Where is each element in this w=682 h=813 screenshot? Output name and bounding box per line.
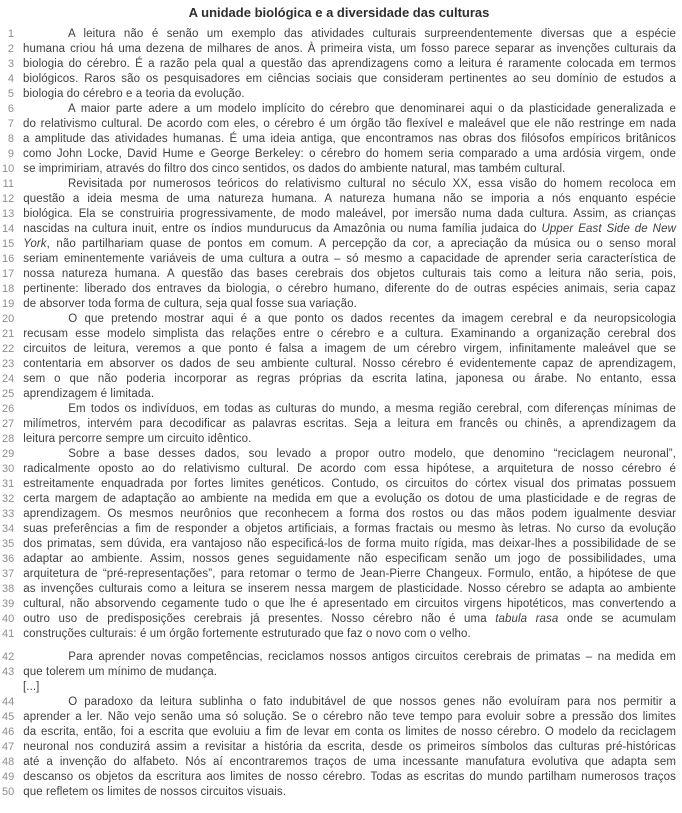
line-number: 26 <box>2 403 15 415</box>
text-line <box>2 552 676 567</box>
text-line <box>2 462 676 477</box>
line-text: aprender a ler. Não vejo senão uma só solução. Se o cérebro não teve tempo para evoluir sobre a pressão dos limites <box>23 711 676 723</box>
text-line <box>2 387 676 402</box>
line-number: 25 <box>2 388 15 400</box>
line-text: biológicos. Raros são os pesquisadores em ciências sociais que consideram pertinentes ao seu domínio de estudos a <box>23 73 676 85</box>
line-text: suas preferências a fim de responder a objetos artificiais, a formas fractais ou mesmo às letras. No curso da evolução <box>23 523 676 535</box>
text-line <box>2 612 676 627</box>
line-number: 43 <box>2 666 15 678</box>
line-number: 34 <box>2 523 15 535</box>
text-line <box>2 132 676 147</box>
text-line <box>2 710 676 725</box>
text-line <box>2 402 676 417</box>
excerpt-marker-line <box>2 680 676 695</box>
line-text: contentaria em absorver os dados de seu ambiente cultural. Nosso cérebro é evidentemente capaz de aprendizagem, <box>23 358 676 370</box>
line-number: 30 <box>2 463 15 475</box>
text-line <box>2 665 676 680</box>
line-text: circuitos de leitura, veremos a que ponto é falsa a imagem de um cérebro virgem, infinitamente maleável que se <box>23 343 676 355</box>
line-text: Para aprender novas competências, reciclamos nossos antigos circuitos cerebrais de primatas – na medida em <box>68 651 676 663</box>
line-text: O paradoxo da leitura sublinha o fato indubitável de que nossos genes não evoluíram para nos permitir a <box>68 696 676 708</box>
line-text: outro uso de predisposições cerebrais já presentes. Nosso cérebro não é uma tabula rasa onde se acumulam <box>23 613 676 625</box>
text-line <box>2 297 676 312</box>
line-number: 1 <box>7 28 14 40</box>
text-lines <box>2 27 676 800</box>
line-number: 44 <box>2 696 15 708</box>
text-line <box>2 222 676 237</box>
line-text: até a invenção do alfabeto. Nós aí encontraremos traços de uma incessante manufatura evolutiva que adapta sem <box>23 756 676 768</box>
line-text: sem o que não poderia incorporar as regras próprias da escrita latina, japonesa ou árabe. No entanto, essa <box>23 373 676 385</box>
line-number: 42 <box>2 651 15 663</box>
text-line <box>2 252 676 267</box>
line-text: biológica. Ela se construiria progressivamente, de modo maleável, por imersão numa dada cultura. Assim, as crianças <box>23 208 676 220</box>
line-number: 12 <box>2 193 15 205</box>
line-text: cultural, não absorvendo cegamente tudo o que lhe é apresentado em circuitos virgens hipotéticos, mas convertendo a <box>23 598 676 610</box>
text-line <box>2 372 676 387</box>
text-line <box>2 537 676 552</box>
line-text: se imprimiriam, através do filtro dos cinco sentidos, os dados do ambiente natural, mas também cultural. <box>23 163 566 175</box>
line-number: 38 <box>2 583 15 595</box>
text-line <box>2 582 676 597</box>
text-line <box>2 342 676 357</box>
line-text: as invenções culturais como a leitura se inserem nessa margem de plasticidade. Nosso cérebro se adapta ao ambiente <box>23 583 676 595</box>
line-number: 5 <box>7 88 14 100</box>
line-text: Revisitada por numerosos teóricos do relativismo cultural no século XX, essa visão do homem recoloca em <box>68 178 676 190</box>
line-text: questão a ideia mesma de uma natureza humana. A natureza humana não se imporia a nós enquanto espécie <box>23 193 676 205</box>
line-text: descanso os objetos da escritura aos limites de nosso cérebro. Todas as escritas do mundo partilham numerosos traços <box>23 771 676 783</box>
line-number: 9 <box>7 148 14 160</box>
text-line <box>2 177 676 192</box>
line-number: 7 <box>7 118 14 130</box>
line-text: aprendizagem. Os mesmos neurônios que reconhecem a forma dos rostos ou das mãos podem igualmente desviar <box>23 508 676 520</box>
text-line <box>2 770 676 785</box>
line-number: 17 <box>2 268 15 280</box>
line-text: adaptar ao ambiente. Assim, nossos genes seguidamente não especificam senão um jogo de possibilidades, uma <box>23 553 676 565</box>
line-text: Sobre a base desses dados, sou levado a propor outro modelo, que denomino “reciclagem neuronal”, <box>68 448 676 460</box>
line-text: que refletem os limites de nossos circuitos visuais. <box>23 786 287 798</box>
text-line <box>2 740 676 755</box>
text-line <box>2 87 676 102</box>
line-text: radicalmente oposto ao do relativismo cultural. De acordo com essa hipótese, a arquitetura de nosso cérebro é <box>23 463 676 475</box>
line-number: 4 <box>7 73 14 85</box>
line-text: biologia do cérebro e a teoria da evolução. <box>23 88 245 100</box>
passage-title: A unidade biológica e a diversidade das culturas <box>188 5 490 20</box>
text-line <box>2 432 676 447</box>
line-text: do relativismo cultural. De acordo com eles, o cérebro é um órgão tão flexível e maleável que ele não restringe em nada <box>23 118 676 130</box>
line-text: York, não partilhariam quase de pontos em comum. A percepção da cor, a apreciação da música ou o senso moral <box>23 238 676 250</box>
text-line <box>2 507 676 522</box>
line-number: 31 <box>2 478 15 490</box>
line-number: 29 <box>2 448 15 460</box>
text-line <box>2 117 676 132</box>
line-text: construções culturais: é um órgão fortemente estruturado que faz o novo com o velho. <box>23 628 471 640</box>
line-text: A leitura não é senão um exemplo das atividades culturais surpreendentemente diversas que a espécie <box>68 28 676 40</box>
line-text: a amplitude das atividades humanas. É uma ideia antiga, que encontramos nas obras dos filósofos empíricos britânicos <box>23 133 676 145</box>
line-number: 37 <box>2 568 15 580</box>
line-text: biologia do cérebro. É a razão pela qual a questão das aprendizagens como a leitura é raramente colocada em termos <box>23 58 676 70</box>
line-number: 33 <box>2 508 15 520</box>
line-text: pertinente: liberado dos entraves da biologia, o cérebro humano, diferente do de outras espécies animais, seria capaz <box>23 283 676 295</box>
line-number: 10 <box>2 163 15 175</box>
text-line <box>2 522 676 537</box>
text-line <box>2 312 676 327</box>
text-line <box>2 57 676 72</box>
line-number: 49 <box>2 771 15 783</box>
line-number: 28 <box>2 433 15 445</box>
text-line <box>2 192 676 207</box>
line-text: neuronal nos conduzirá assim a revisitar a história da escrita, desde os primeiros símbolos das culturas pré-históricas <box>23 741 676 753</box>
line-number: 20 <box>2 313 15 325</box>
line-text: certa margem de adaptação ao ambiente na medida em que a evolução os dotou de uma plasticidade e de regras de <box>23 493 676 505</box>
line-number: 6 <box>7 103 14 115</box>
text-line <box>2 237 676 252</box>
text-line <box>2 357 676 372</box>
text-line <box>2 282 676 297</box>
line-number: 8 <box>7 133 14 145</box>
line-text: [...] <box>23 681 40 693</box>
line-text: nascidas na cultura inuit, entre os índios mundurucus da Amazônia ou numa família judaica do Upper East Side de New <box>23 223 676 235</box>
line-number: 14 <box>2 223 15 235</box>
text-line <box>2 627 676 642</box>
text-line <box>2 327 676 342</box>
text-line <box>2 447 676 462</box>
text-line <box>2 147 676 162</box>
text-line <box>2 102 676 117</box>
line-text: humana criou há uma dezena de milhares de anos. À primeira vista, um fosso parece separar as invenções culturais da <box>23 43 676 55</box>
line-number: 13 <box>2 208 15 220</box>
line-number: 15 <box>2 238 15 250</box>
text-line <box>2 725 676 740</box>
text-line <box>2 72 676 87</box>
text-line <box>2 785 676 800</box>
line-number: 3 <box>7 58 14 70</box>
line-number: 50 <box>2 786 15 798</box>
line-number: 2 <box>7 43 14 55</box>
line-text: de absorver toda forma de cultura, seja qual fosse sua variação. <box>23 298 357 310</box>
line-number: 32 <box>2 493 15 505</box>
line-number: 19 <box>2 298 15 310</box>
line-number: 11 <box>2 178 14 190</box>
line-text: milímetros, intervém para decodificar as palavras escritas. Seja a leitura em francês ou chinês, a aprendizagem da <box>23 418 676 430</box>
line-text: aprendizagem é limitada. <box>23 388 155 400</box>
text-line <box>2 477 676 492</box>
text-line <box>2 695 676 710</box>
line-number: 41 <box>2 628 15 640</box>
line-number: 47 <box>2 741 15 753</box>
text-line <box>2 597 676 612</box>
text-line <box>2 27 676 42</box>
line-text: que tolerem um mínimo de mudança. <box>23 666 218 678</box>
line-text: O que pretendo mostrar aqui é a que ponto os dados recentes da imagem cerebral e da neuropsicologia <box>68 313 676 325</box>
line-number: 36 <box>2 553 15 565</box>
line-text: A maior parte adere a um modelo implícito do cérebro que denominarei aqui o da plasticidade generalizada e <box>68 103 676 115</box>
line-text: seriam eminentemente variáveis de uma cultura a outra – só mesmo a capacidade de aprender seria característica de <box>23 253 676 265</box>
line-text: leitura percorre sempre um circuito idêntico. <box>23 433 252 445</box>
text-line <box>2 755 676 770</box>
line-number: 18 <box>2 283 15 295</box>
line-text: arquitetura de “pré-representações”, para retomar o termo de Jean-Pierre Changeux. Formulo, então, a hipótese de que <box>23 568 676 580</box>
line-number: 27 <box>2 418 15 430</box>
line-text: dos primatas, sem dúvida, era vantajoso não especificá-los de forma muito rígida, mas deixar-lhes a possibilidade de se <box>23 538 676 550</box>
text-line <box>2 492 676 507</box>
text-line <box>2 42 676 57</box>
line-number: 46 <box>2 726 15 738</box>
line-text: como John Locke, David Hume e George Berkeley: o cérebro do homem seria comparado a uma ardósia virgem, onde <box>23 148 676 160</box>
line-text: nossa natureza humana. A questão das bases cerebrais dos objetos culturais tais como a leitura não seria, pois, <box>23 268 676 280</box>
text-line <box>2 207 676 222</box>
line-number: 21 <box>2 328 15 340</box>
text-line <box>2 567 676 582</box>
line-number: 16 <box>2 253 15 265</box>
line-number: 48 <box>2 756 15 768</box>
line-number: 23 <box>2 358 15 370</box>
line-number: 40 <box>2 613 15 625</box>
line-text: recusam esse modelo simplista das relações entre o cérebro e a cultura. Examinando a organização cerebral dos <box>23 328 676 340</box>
line-text: da escrita, então, foi a escrita que evoluiu a fim de levar em conta os limites de nosso cérebro. O modelo da reciclagem <box>23 726 676 738</box>
line-text: estreitamente enquadrada por fortes limites genéticos. Contudo, os circuitos do córtex visual dos primatas possuem <box>23 478 676 490</box>
line-number: 45 <box>2 711 15 723</box>
line-number: 39 <box>2 598 15 610</box>
line-text: Em todos os indivíduos, em todas as culturas do mundo, a mesma região cerebral, com diferenças mínimas de <box>68 403 676 415</box>
text-line <box>2 267 676 282</box>
line-number: 35 <box>2 538 15 550</box>
text-line <box>2 650 676 665</box>
line-number: 22 <box>2 343 15 355</box>
line-number: 24 <box>2 373 15 385</box>
text-line <box>2 162 676 177</box>
text-line <box>2 417 676 432</box>
